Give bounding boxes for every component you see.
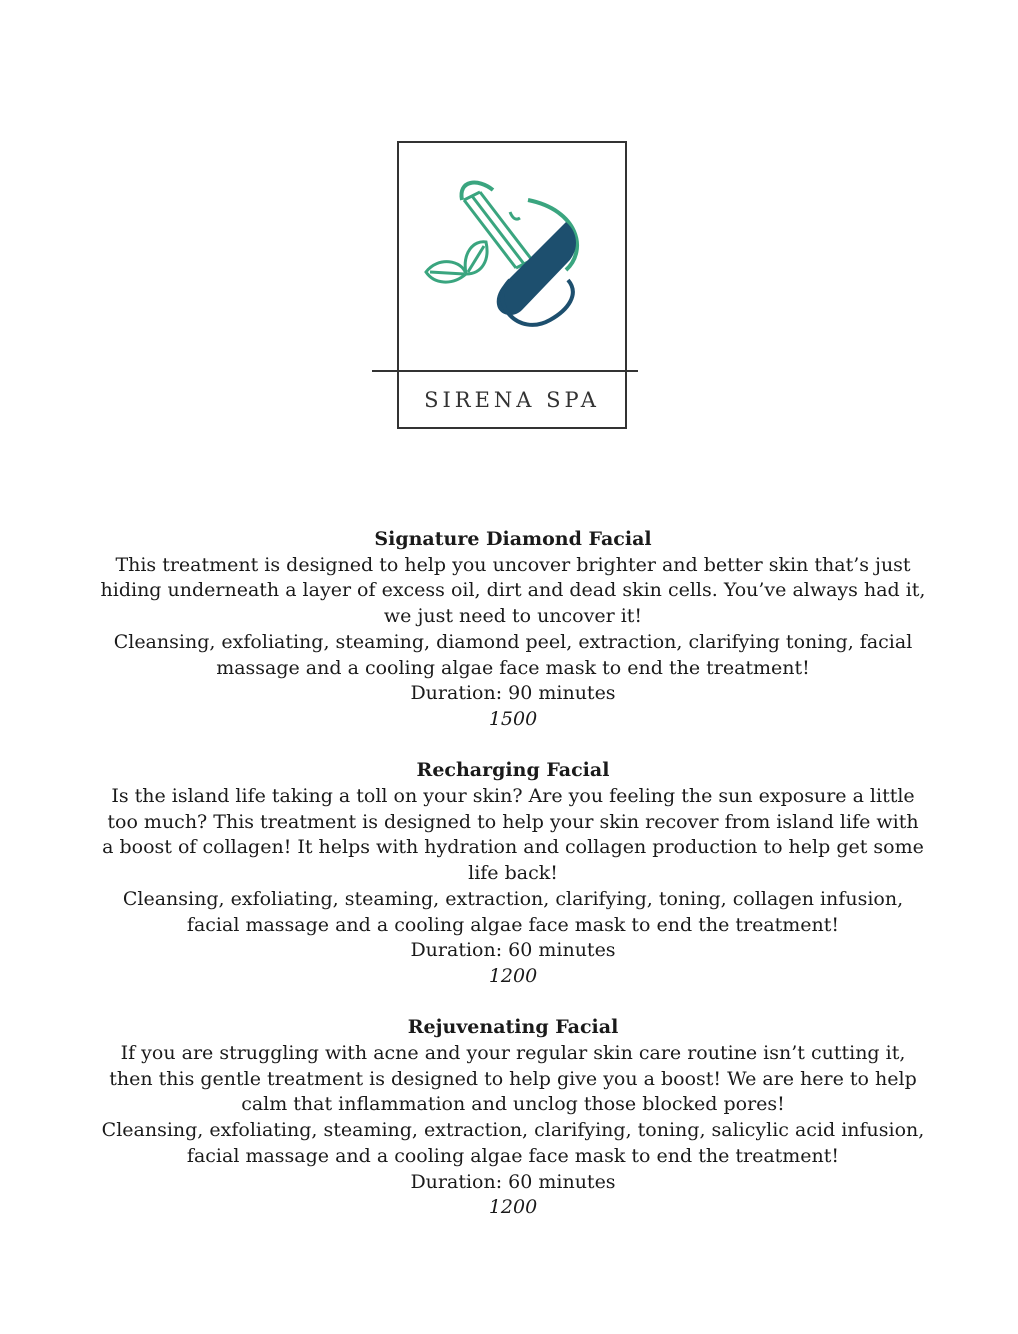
treatment-price: 1500: [488, 707, 538, 730]
treatment-duration: Duration: 60 minutes: [410, 939, 616, 962]
treatment-description: This treatment is designed to help you uncover brighter and better skin that’s just hiding underneath a layer of excess oil, dirt and dead skin cells. You’ve always had it, we just need to uncover it!: [100, 553, 926, 628]
treatment-price: 1200: [488, 964, 538, 987]
treatment-item: [100, 758, 926, 989]
treatment-duration: Duration: 60 minutes: [410, 1170, 616, 1193]
treatment-list: [100, 527, 926, 1247]
treatment-duration: Duration: 90 minutes: [410, 682, 616, 705]
treatment-name: Signature Diamond Facial: [374, 528, 652, 550]
treatment-steps: Cleansing, exfoliating, steaming, diamond peel, extraction, clarifying toning, facial massage and a cooling algae face mask to end the treatment!: [113, 630, 913, 679]
logo-divider: [372, 370, 638, 372]
treatment-item: [100, 1015, 926, 1221]
treatment-name: Recharging Facial: [416, 759, 610, 782]
treatment-description: If you are struggling with acne and your regular skin care routine isn’t cutting it, then this gentle treatment is designed to help give you a boost! We are here to help calm that inflammation and unclog those blocked pores!: [109, 1042, 917, 1116]
treatment-steps: Cleansing, exfoliating, steaming, extraction, clarifying, toning, salicylic acid infusion, facial massage and a cooling algae face mask to end the treatment!: [101, 1119, 925, 1167]
sirena-spa-logo-icon: [418, 170, 598, 340]
treatment-item: [100, 527, 926, 733]
treatment-price: 1200: [488, 1196, 538, 1219]
treatment-name: Rejuvenating Facial: [407, 1016, 619, 1039]
treatment-steps: Cleansing, exfoliating, steaming, extraction, clarifying, toning, collagen infusion, facial massage and a cooling algae face mask to end the treatment!: [122, 887, 904, 936]
treatment-description: Is the island life taking a toll on your skin? Are you feeling the sun exposure a little too much? This treatment is designed to help your skin recover from island life with a boost of collagen! It helps with hydration and collagen production to help get some life back!: [102, 785, 924, 885]
brand-name: SIRENA SPA: [424, 388, 600, 412]
